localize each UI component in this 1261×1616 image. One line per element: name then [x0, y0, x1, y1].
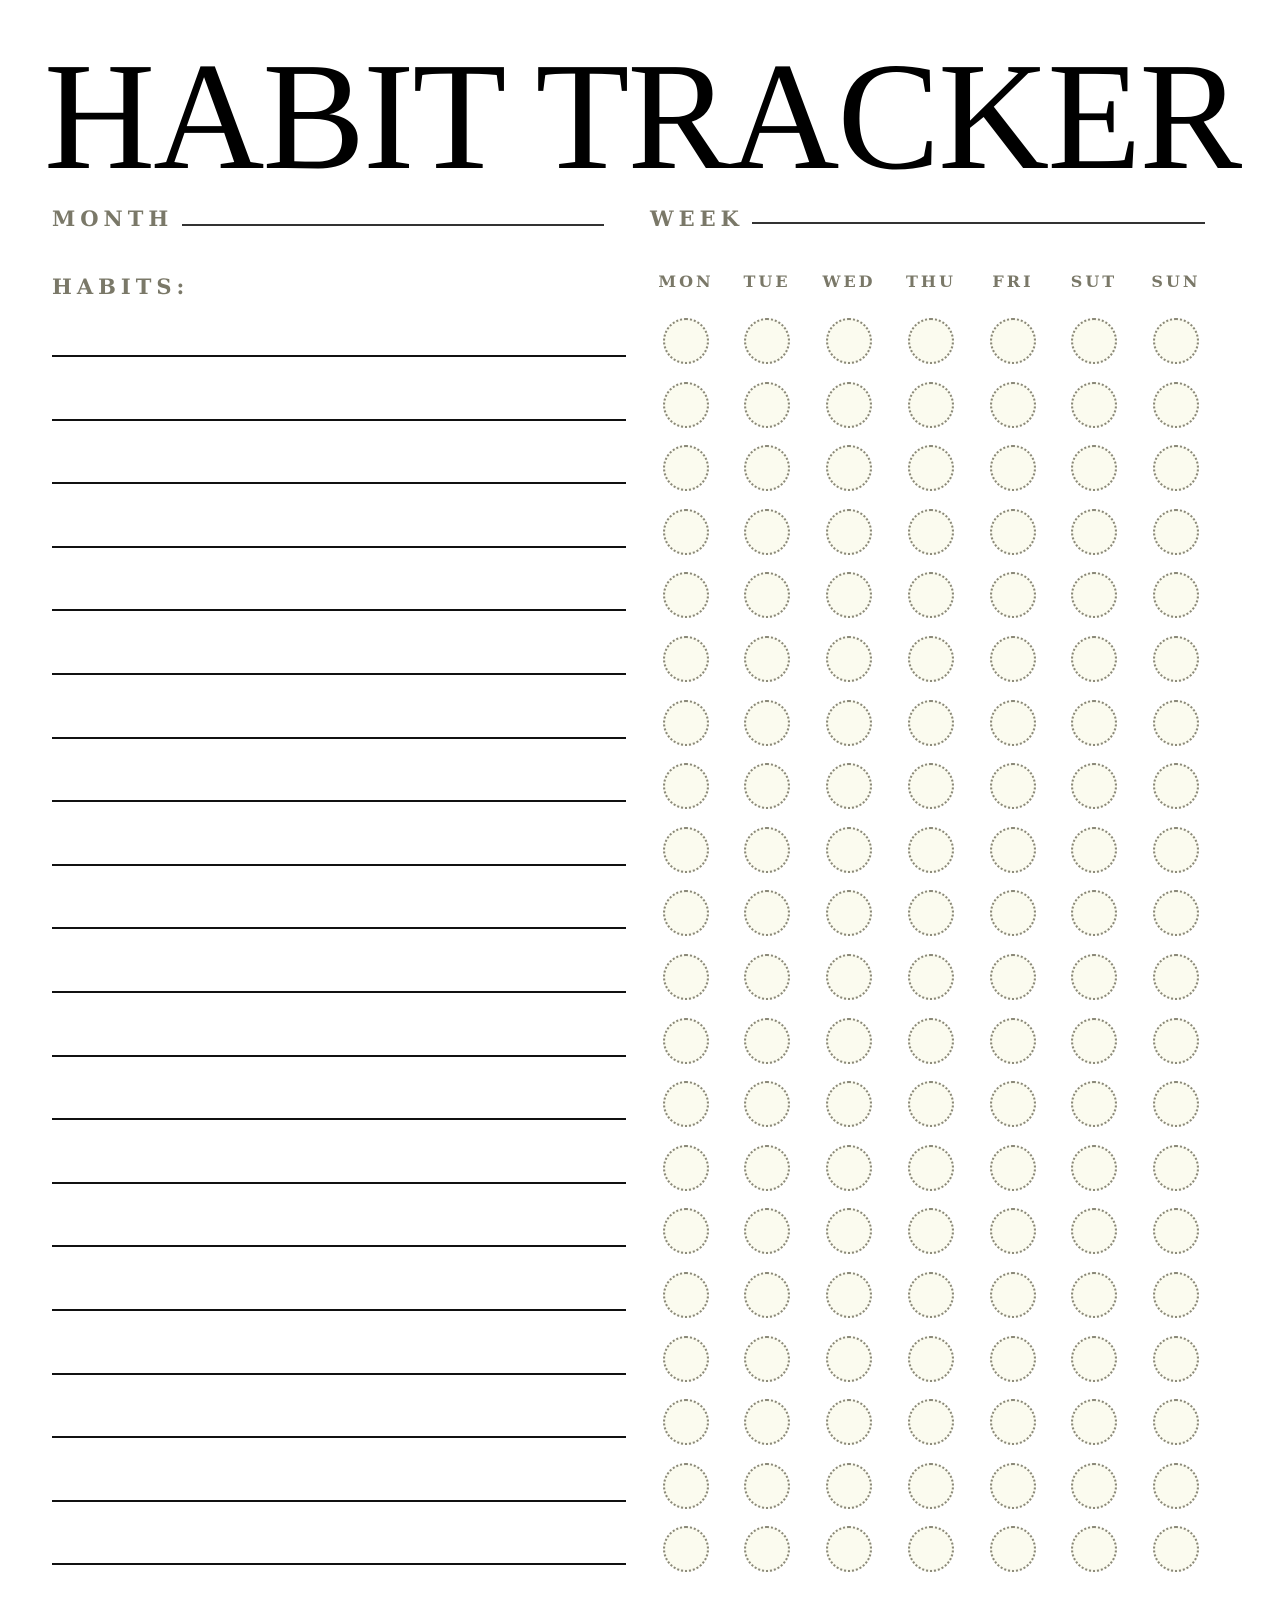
habit-line[interactable] — [52, 355, 626, 357]
day-label-tue: TUE — [743, 272, 791, 291]
habit-checkbox[interactable] — [908, 1399, 954, 1445]
habit-line[interactable] — [52, 673, 626, 675]
habit-checkbox[interactable] — [908, 318, 954, 364]
habit-checkbox[interactable] — [826, 1399, 872, 1445]
habit-checkbox[interactable] — [908, 1463, 954, 1509]
habit-checkbox[interactable] — [744, 572, 790, 618]
habit-checkbox[interactable] — [663, 890, 709, 936]
habit-checkbox[interactable] — [744, 1272, 790, 1318]
habit-line[interactable] — [52, 1309, 626, 1311]
habit-checkbox[interactable] — [744, 445, 790, 491]
habit-checkbox[interactable] — [744, 763, 790, 809]
habit-checkbox[interactable] — [826, 1018, 872, 1064]
habit-checkbox[interactable] — [744, 382, 790, 428]
habit-checkbox[interactable] — [663, 700, 709, 746]
day-label-wed: WED — [822, 272, 876, 291]
habit-checkbox[interactable] — [663, 763, 709, 809]
habit-line[interactable] — [52, 737, 626, 739]
habit-checkbox[interactable] — [1153, 1526, 1199, 1572]
habits-label: HABITS: — [52, 274, 190, 299]
habit-checkbox[interactable] — [744, 827, 790, 873]
habit-checkbox[interactable] — [990, 1336, 1036, 1382]
habit-line[interactable] — [52, 991, 626, 993]
habit-checkbox[interactable] — [908, 1145, 954, 1191]
habit-checkbox[interactable] — [826, 954, 872, 1000]
habit-checkbox[interactable] — [744, 954, 790, 1000]
habit-checkbox[interactable] — [1153, 1018, 1199, 1064]
habit-checkbox[interactable] — [744, 509, 790, 555]
habit-line[interactable] — [52, 546, 626, 548]
habit-checkbox[interactable] — [990, 1399, 1036, 1445]
habit-checkbox[interactable] — [908, 509, 954, 555]
habit-checkbox[interactable] — [908, 382, 954, 428]
habit-checkbox[interactable] — [663, 1463, 709, 1509]
habit-checkbox[interactable] — [663, 509, 709, 555]
habit-checkbox[interactable] — [744, 318, 790, 364]
habit-checkbox[interactable] — [826, 1526, 872, 1572]
habit-checkbox[interactable] — [1153, 954, 1199, 1000]
habit-checkbox[interactable] — [1071, 636, 1117, 682]
habit-checkbox[interactable] — [744, 1336, 790, 1382]
habit-checkbox[interactable] — [908, 890, 954, 936]
habit-checkbox[interactable] — [663, 1272, 709, 1318]
habit-checkbox[interactable] — [663, 1018, 709, 1064]
habit-checkbox[interactable] — [1071, 763, 1117, 809]
habit-checkbox[interactable] — [826, 1145, 872, 1191]
habit-checkbox[interactable] — [663, 1399, 709, 1445]
habit-line[interactable] — [52, 1563, 626, 1565]
habit-checkbox[interactable] — [826, 890, 872, 936]
habit-checkbox[interactable] — [908, 827, 954, 873]
habit-checkbox[interactable] — [1153, 636, 1199, 682]
habit-checkbox[interactable] — [1071, 509, 1117, 555]
habit-checkbox[interactable] — [908, 1081, 954, 1127]
habit-checkbox[interactable] — [826, 572, 872, 618]
habit-checkbox[interactable] — [1153, 763, 1199, 809]
habit-checkbox[interactable] — [663, 1081, 709, 1127]
habit-checkbox[interactable] — [1071, 1018, 1117, 1064]
habit-checkbox[interactable] — [1153, 1208, 1199, 1254]
habit-line[interactable] — [52, 927, 626, 929]
day-label-mon: MON — [658, 272, 714, 291]
habit-checkbox[interactable] — [908, 700, 954, 746]
habit-checkbox[interactable] — [663, 318, 709, 364]
habit-line[interactable] — [52, 609, 626, 611]
habit-checkbox[interactable] — [663, 827, 709, 873]
habit-checkbox[interactable] — [744, 636, 790, 682]
habit-checkbox[interactable] — [990, 636, 1036, 682]
habit-checkbox[interactable] — [1071, 954, 1117, 1000]
habit-checkbox[interactable] — [1071, 572, 1117, 618]
habit-checkbox[interactable] — [663, 1145, 709, 1191]
habit-checkbox[interactable] — [908, 572, 954, 618]
habit-checkbox[interactable] — [1153, 700, 1199, 746]
habit-checkbox[interactable] — [990, 1272, 1036, 1318]
habit-checkbox[interactable] — [1071, 1399, 1117, 1445]
habit-checkbox[interactable] — [908, 636, 954, 682]
habit-checkbox[interactable] — [1071, 827, 1117, 873]
habit-checkbox[interactable] — [990, 382, 1036, 428]
habit-checkbox[interactable] — [990, 1526, 1036, 1572]
habit-checkbox[interactable] — [1071, 1208, 1117, 1254]
habit-checkbox[interactable] — [744, 700, 790, 746]
habit-checkbox[interactable] — [826, 318, 872, 364]
habit-line[interactable] — [52, 482, 626, 484]
habit-checkbox[interactable] — [1153, 1399, 1199, 1445]
habit-checkbox[interactable] — [990, 509, 1036, 555]
habit-checkbox[interactable] — [1071, 1081, 1117, 1127]
habit-checkbox[interactable] — [1153, 890, 1199, 936]
habit-line[interactable] — [52, 419, 626, 421]
habit-checkbox[interactable] — [908, 1018, 954, 1064]
habit-checkbox[interactable] — [1071, 445, 1117, 491]
habit-checkbox[interactable] — [826, 382, 872, 428]
habit-checkbox[interactable] — [663, 636, 709, 682]
habit-checkbox[interactable] — [1153, 1336, 1199, 1382]
page-title: HABIT TRACKER — [44, 32, 1241, 202]
habit-checkbox[interactable] — [663, 445, 709, 491]
habit-line[interactable] — [52, 864, 626, 866]
habit-checkbox[interactable] — [1153, 1081, 1199, 1127]
habit-checkbox[interactable] — [826, 827, 872, 873]
habit-checkbox[interactable] — [990, 827, 1036, 873]
week-input-line[interactable] — [752, 222, 1205, 224]
habit-checkbox[interactable] — [1153, 572, 1199, 618]
habit-checkbox[interactable] — [1153, 1272, 1199, 1318]
habit-checkbox[interactable] — [1153, 509, 1199, 555]
habit-checkbox[interactable] — [990, 445, 1036, 491]
habit-checkbox[interactable] — [826, 445, 872, 491]
habit-checkbox[interactable] — [826, 1272, 872, 1318]
habit-checkbox[interactable] — [1071, 890, 1117, 936]
day-label-fri: FRI — [992, 272, 1034, 291]
habit-checkbox[interactable] — [990, 318, 1036, 364]
habit-checkbox[interactable] — [744, 890, 790, 936]
habit-checkbox[interactable] — [1071, 318, 1117, 364]
habit-checkbox[interactable] — [663, 1336, 709, 1382]
habit-checkbox[interactable] — [663, 1526, 709, 1572]
habit-checkbox[interactable] — [1153, 382, 1199, 428]
habit-checkbox[interactable] — [908, 1336, 954, 1382]
habit-checkbox[interactable] — [990, 1081, 1036, 1127]
habit-line[interactable] — [52, 1118, 626, 1120]
habit-checkbox[interactable] — [744, 1145, 790, 1191]
habit-checkbox[interactable] — [990, 700, 1036, 746]
habit-checkbox[interactable] — [1071, 382, 1117, 428]
day-label-sut: SUT — [1070, 272, 1118, 291]
habit-checkbox[interactable] — [663, 1208, 709, 1254]
habit-checkbox[interactable] — [663, 382, 709, 428]
habit-checkbox[interactable] — [826, 1081, 872, 1127]
habit-checkbox[interactable] — [826, 1208, 872, 1254]
habit-checkbox[interactable] — [990, 890, 1036, 936]
day-label-sun: SUN — [1151, 272, 1201, 291]
habit-checkbox[interactable] — [826, 1463, 872, 1509]
habit-checkbox[interactable] — [908, 1208, 954, 1254]
habit-checkbox[interactable] — [908, 954, 954, 1000]
habit-checkbox[interactable] — [826, 700, 872, 746]
habit-checkbox[interactable] — [826, 509, 872, 555]
habit-checkbox[interactable] — [990, 572, 1036, 618]
habit-checkbox[interactable] — [1153, 318, 1199, 364]
habit-checkbox[interactable] — [990, 1208, 1036, 1254]
habit-checkbox[interactable] — [908, 445, 954, 491]
habit-checkbox[interactable] — [1071, 700, 1117, 746]
habit-checkbox[interactable] — [744, 1018, 790, 1064]
habit-checkbox[interactable] — [1071, 1145, 1117, 1191]
habit-checkbox[interactable] — [1153, 827, 1199, 873]
habit-checkbox[interactable] — [990, 1145, 1036, 1191]
habit-line[interactable] — [52, 1500, 626, 1502]
habit-checkbox[interactable] — [826, 636, 872, 682]
habit-checkbox[interactable] — [663, 572, 709, 618]
habit-line[interactable] — [52, 1182, 626, 1184]
habit-checkbox[interactable] — [826, 1336, 872, 1382]
habit-checkbox[interactable] — [1071, 1272, 1117, 1318]
habit-checkbox[interactable] — [744, 1081, 790, 1127]
habit-checkbox[interactable] — [1153, 445, 1199, 491]
habit-checkbox[interactable] — [908, 1526, 954, 1572]
habit-checkbox[interactable] — [908, 1272, 954, 1318]
habit-line[interactable] — [52, 1436, 626, 1438]
habit-checkbox[interactable] — [1153, 1463, 1199, 1509]
habit-checkbox[interactable] — [990, 1463, 1036, 1509]
habit-checkbox[interactable] — [744, 1208, 790, 1254]
day-label-thu: THU — [906, 272, 956, 291]
habit-checkbox[interactable] — [990, 1018, 1036, 1064]
habit-checkbox[interactable] — [990, 763, 1036, 809]
habit-checkbox[interactable] — [1071, 1336, 1117, 1382]
habit-line[interactable] — [52, 1055, 626, 1057]
month-label: MONTH — [52, 206, 174, 231]
habit-checkbox[interactable] — [1153, 1145, 1199, 1191]
habit-checkbox[interactable] — [1071, 1463, 1117, 1509]
habit-line[interactable] — [52, 800, 626, 802]
habit-checkbox[interactable] — [744, 1399, 790, 1445]
habit-checkbox[interactable] — [1071, 1526, 1117, 1572]
month-input-line[interactable] — [182, 224, 604, 226]
habit-checkbox[interactable] — [826, 763, 872, 809]
habit-checkbox[interactable] — [663, 954, 709, 1000]
week-label: WEEK — [650, 206, 744, 231]
habit-line[interactable] — [52, 1373, 626, 1375]
habit-line[interactable] — [52, 1245, 626, 1247]
habit-checkbox[interactable] — [908, 763, 954, 809]
habit-checkbox[interactable] — [744, 1526, 790, 1572]
habit-checkbox[interactable] — [990, 954, 1036, 1000]
habit-checkbox[interactable] — [744, 1463, 790, 1509]
